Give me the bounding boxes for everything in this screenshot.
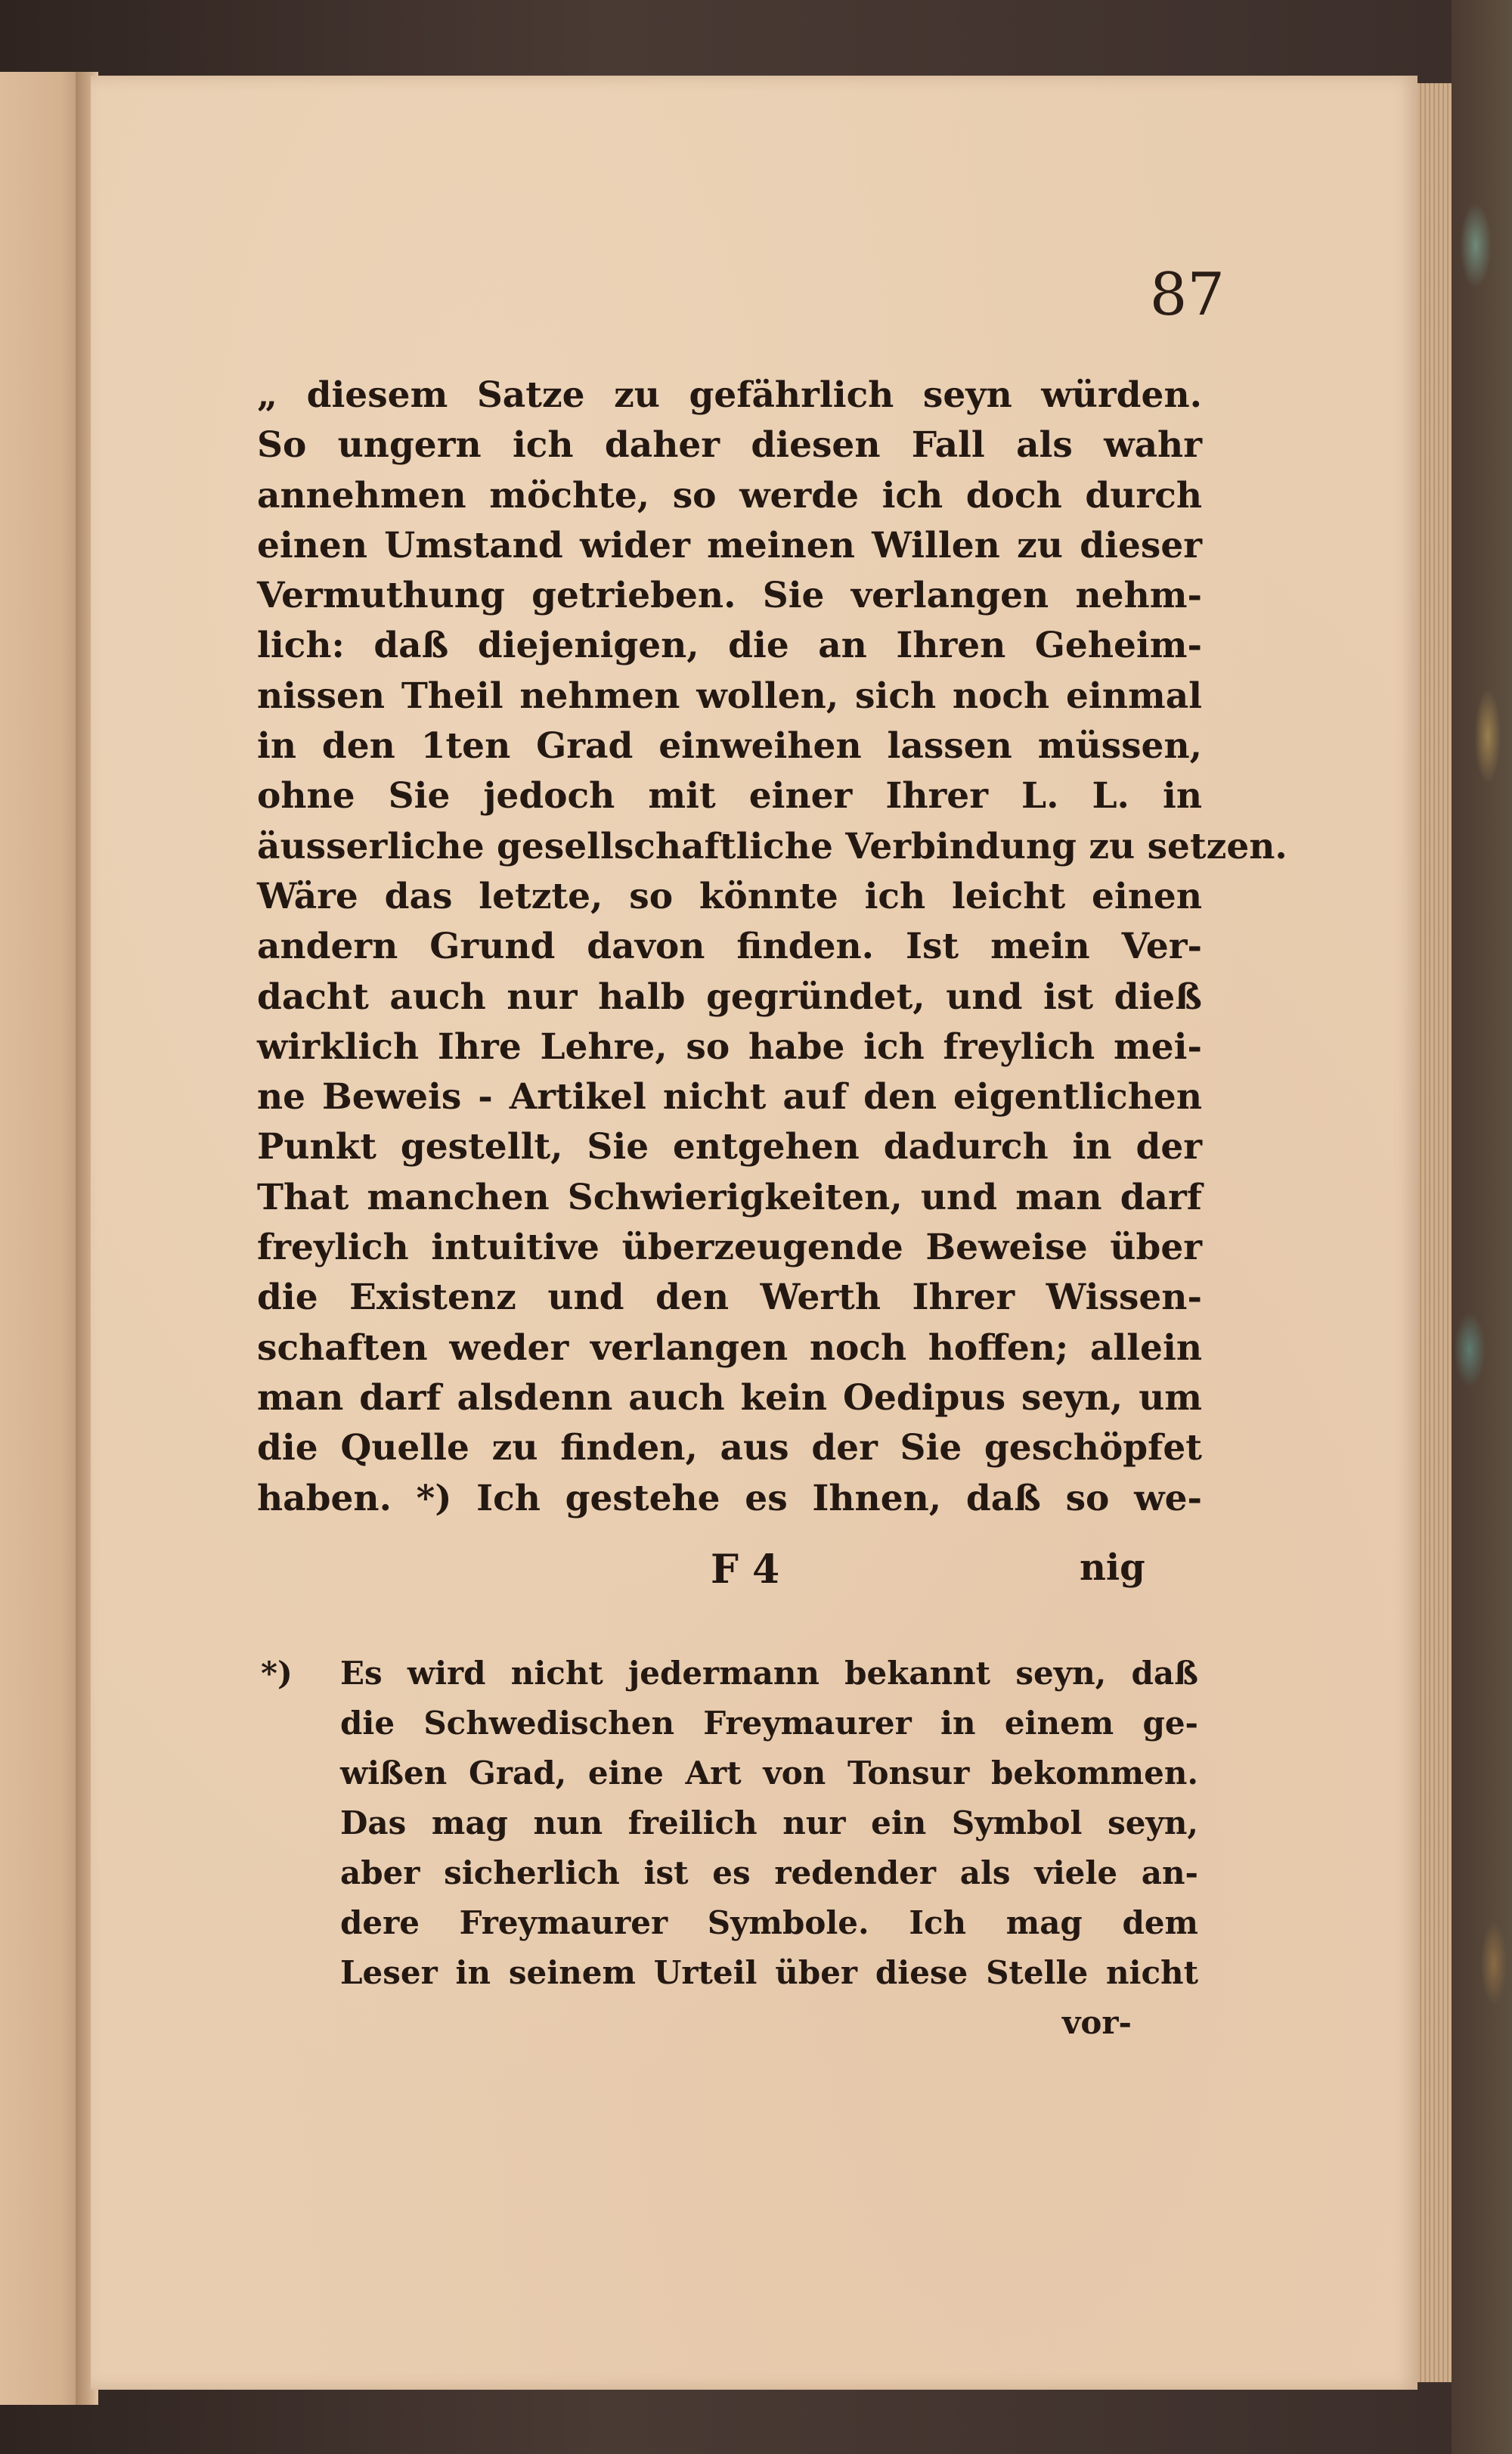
marbled-cover-edge xyxy=(1452,0,1512,2454)
text-line: Wäre das letzte, so könnte ich leicht einen xyxy=(257,875,1202,917)
text-line: lich: daß diejenigen, die an Ihren Geheim- xyxy=(257,625,1202,667)
text-line: annehmen möchte, so werde ich doch durch xyxy=(257,474,1202,517)
text-line: nissen Theil nehmen wollen, sich noch einmal xyxy=(257,675,1202,717)
catchword: nig xyxy=(1080,1547,1145,1589)
text-line: That manchen Schwierigkeiten, und man darf xyxy=(257,1176,1202,1218)
page-number: 87 xyxy=(1149,261,1225,329)
text-line: „ diesem Satze zu gefährlich seyn würden. xyxy=(257,374,1202,416)
text-line: dacht auch nur halb gegründet, und ist dieß xyxy=(257,976,1202,1018)
footnote-catchword: vor- xyxy=(1062,2004,1132,2041)
footnote-text xyxy=(340,1649,1198,1998)
footnote-marker: *) xyxy=(261,1655,293,1692)
left-page-edge xyxy=(0,72,87,2405)
text-line: freylich intuitive überzeugende Beweise über xyxy=(257,1227,1202,1269)
footnote-line: wißen Grad, eine Art von Tonsur bekommen. xyxy=(340,1754,1198,1792)
footnote-line: aber sicherlich ist es redender als viele an- xyxy=(340,1854,1198,1891)
footnote-line: dere Freymaurer Symbole. Ich mag dem xyxy=(340,1904,1198,1941)
text-line: ohne Sie jedoch mit einer Ihrer L. L. in xyxy=(257,775,1202,817)
footnote-line: Das mag nun freilich nur ein Symbol seyn, xyxy=(340,1804,1198,1841)
text-line: Punkt gestellt, Sie entgehen dadurch in der xyxy=(257,1126,1202,1168)
text-line: die Existenz und den Werth Ihrer Wissen- xyxy=(257,1277,1202,1319)
text-line: die Quelle zu finden, aus der Sie geschöpfet xyxy=(257,1427,1202,1469)
text-line: in den 1ten Grad einweihen lassen müssen, xyxy=(257,725,1202,768)
signature-mark: F 4 xyxy=(711,1547,780,1593)
text-line: schaften weder verlangen noch hoffen; allein xyxy=(257,1326,1202,1369)
footnote-line: Leser in seinem Urteil über diese Stelle nicht xyxy=(340,1954,1198,1991)
footnote-line: Es wird nicht jedermann bekannt seyn, daß xyxy=(340,1655,1198,1692)
text-line: ne Beweis - Artikel nicht auf den eigentlichen xyxy=(257,1076,1202,1118)
text-line: wirklich Ihre Lehre, so habe ich freylich mei- xyxy=(257,1025,1202,1068)
text-line: man darf alsdenn auch kein Oedipus seyn, um xyxy=(257,1376,1202,1419)
text-line: einen Umstand wider meinen Willen zu dieser xyxy=(257,524,1202,566)
text-line: äusserliche gesellschaftliche Verbindung zu setzen. xyxy=(257,825,1287,867)
footnote-line: die Schwedischen Freymaurer in einem ge- xyxy=(340,1705,1198,1742)
text-line: So ungern ich daher diesen Fall als wahr xyxy=(257,424,1202,467)
text-line: Vermuthung getrieben. Sie verlangen nehm- xyxy=(257,575,1202,617)
page-stack-edges xyxy=(1418,83,1452,2382)
text-line: haben. *) Ich gestehe es Ihnen, daß so we- xyxy=(257,1477,1202,1519)
body-text xyxy=(257,371,1287,1524)
text-line: andern Grund davon finden. Ist mein Ver- xyxy=(257,926,1202,968)
